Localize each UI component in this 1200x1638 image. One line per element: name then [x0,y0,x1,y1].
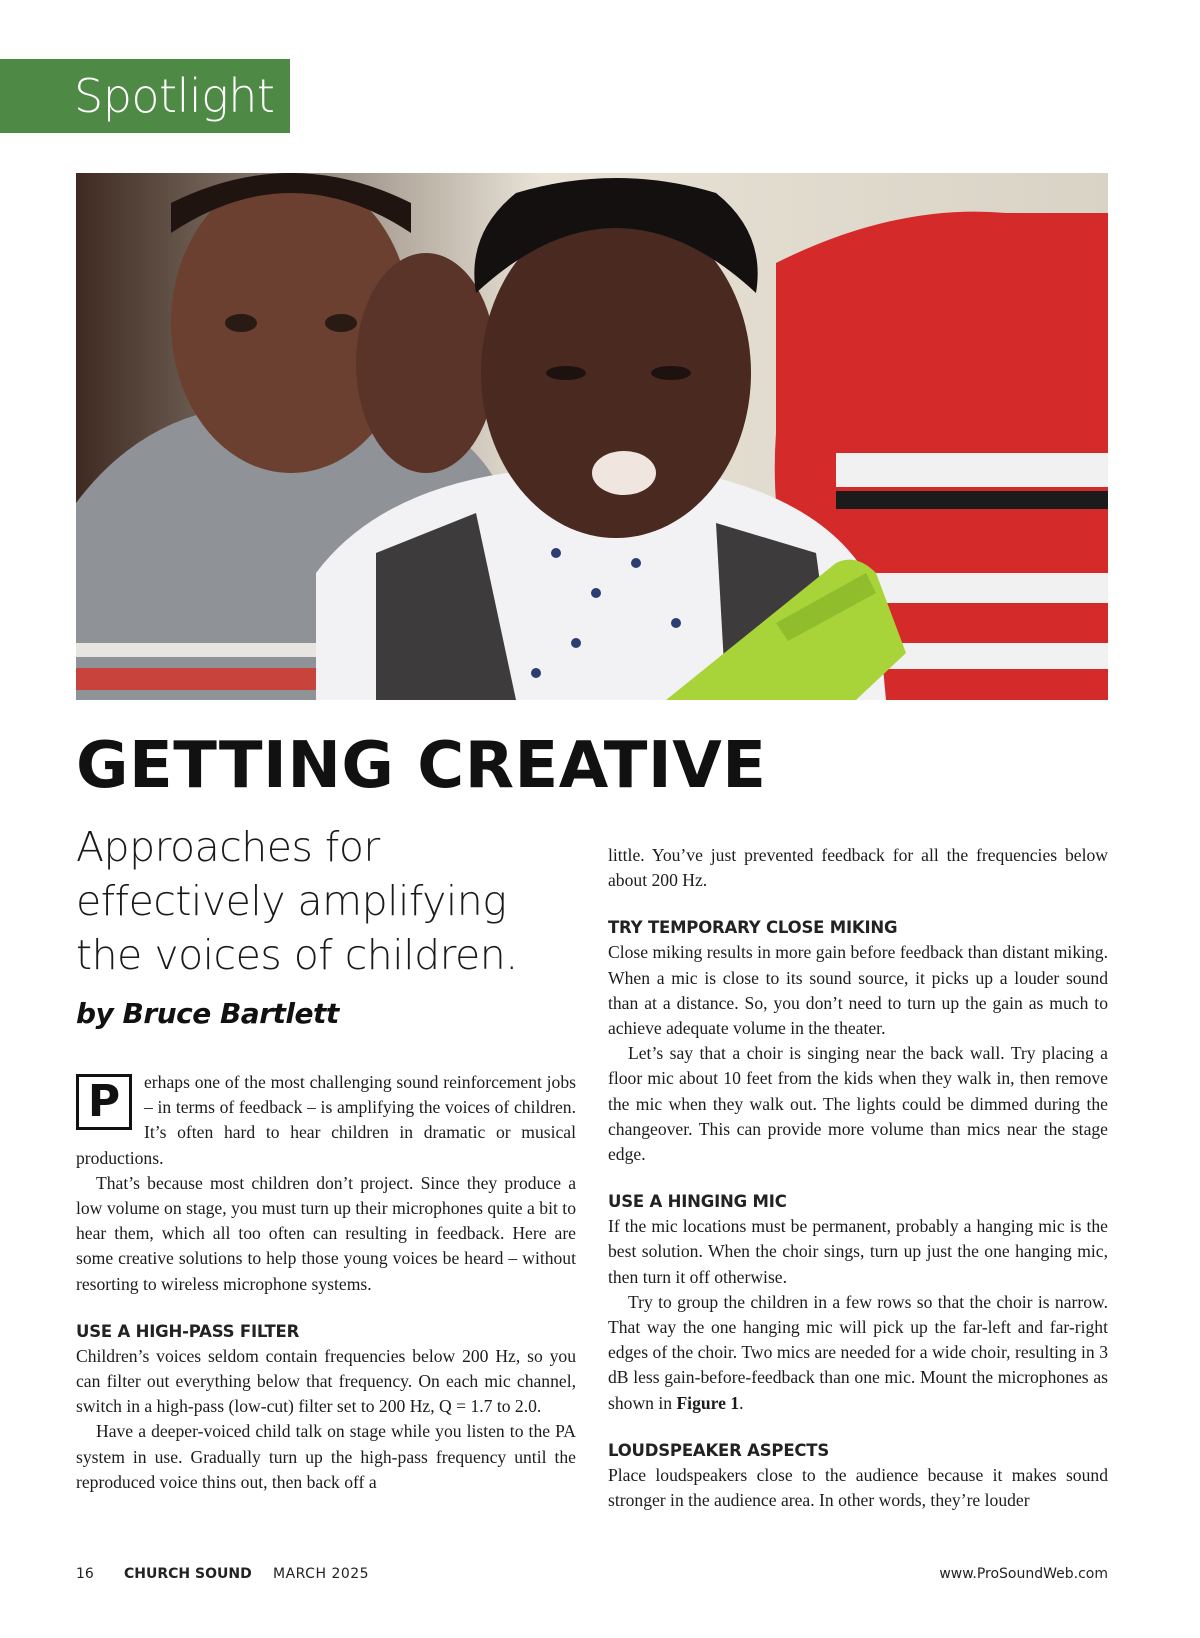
section-tab: Spotlight [0,59,290,133]
figure-reference: Figure 1 [676,1392,740,1413]
byline: by Bruce Bartlett [76,997,339,1030]
section-heading: TRY TEMPORARY CLOSE MIKING [608,918,898,938]
body-paragraph: That’s because most children don’t project. Since they produce a low volume on stage, you must turn up their microphones quite a bit to hear them, which all too often can resulting in feedback. Here are some creative solutions to help those young voices be heard – without resorting to wireless microphone systems. [76,1172,576,1294]
body-paragraph: little. You’ve just prevented feedback for all the frequencies below about 200 Hz. [608,845,1108,891]
page-footer [76,1566,1108,1590]
body-paragraph [608,1290,1108,1416]
hero-photo [76,173,1108,700]
body-paragraph: Place loudspeakers close to the audience because it makes sound stronger in the audience area. In other words, they’re louder [608,1464,1108,1511]
article-column-left [76,1070,576,1495]
paragraph-text: Try to group the children in a few rows so that the choir is narrow. That way the one hanging mic will pick up the far-left and far-right edges of the choir. Two mics are needed for a wide choir, resulting in 3 dB less gain-before-feedback than one mic. Mount the microphones as shown in [608,1291,1108,1413]
section-heading: USE A HIGH-PASS FILTER [76,1321,300,1341]
body-paragraph: Let’s say that a choir is singing near the back wall. Try placing a floor mic about 10 feet from the kids when they walk in, then remove the mic when they walk out. The lights could be dimmed during the changeover. This can provide more volume than mics near the stage edge. [608,1043,1108,1165]
section-heading: USE A HINGING MIC [608,1192,787,1212]
intro-text: erhaps one of the most challenging sound reinforcement jobs – in terms of feedback – is amplifying the voices of children. It’s often hard to hear children in dramatic or musical productions. [76,1072,576,1168]
magazine-name: CHURCH SOUND [124,1566,252,1582]
children-choir-photo [76,173,1108,700]
body-paragraph: Close miking results in more gain before feedback than distant miking. When a mic is close to its sound source, it picks up a louder sound than at a distance. So, you don’t need to turn up the gain as much to achieve adequate volume in the theater. [608,942,1108,1039]
dropcap: P [76,1074,132,1130]
body-paragraph: Have a deeper-voiced child talk on stage while you listen to the PA system in use. Gradually turn up the high-pass frequency until the reproduced voice thins out, then back off a [76,1421,576,1492]
subhead: Approaches for effectively amplifying the voices of children. [76,823,518,979]
body-paragraph: If the mic locations must be permanent, probably a hanging mic is the best solution. When the choir sings, turn up just the one hanging mic, then turn it off otherwise. [608,1216,1108,1287]
article-column-right [608,843,1108,1513]
page-number: 16 [76,1566,94,1582]
section-heading: LOUDSPEAKER ASPECTS [608,1440,830,1460]
paragraph-end: . [739,1392,744,1413]
intro-paragraph [76,1070,576,1171]
headline: GETTING CREATIVE [76,729,767,803]
issue-date: MARCH 2025 [273,1566,370,1582]
body-paragraph: Children’s voices seldom contain frequencies below 200 Hz, so you can filter out everything below that frequency. On each mic channel, switch in a high-pass (low-cut) filter set to 200 Hz, Q = 1.7 to 2.0. [76,1345,576,1417]
website-link[interactable]: www.ProSoundWeb.com [939,1566,1108,1582]
